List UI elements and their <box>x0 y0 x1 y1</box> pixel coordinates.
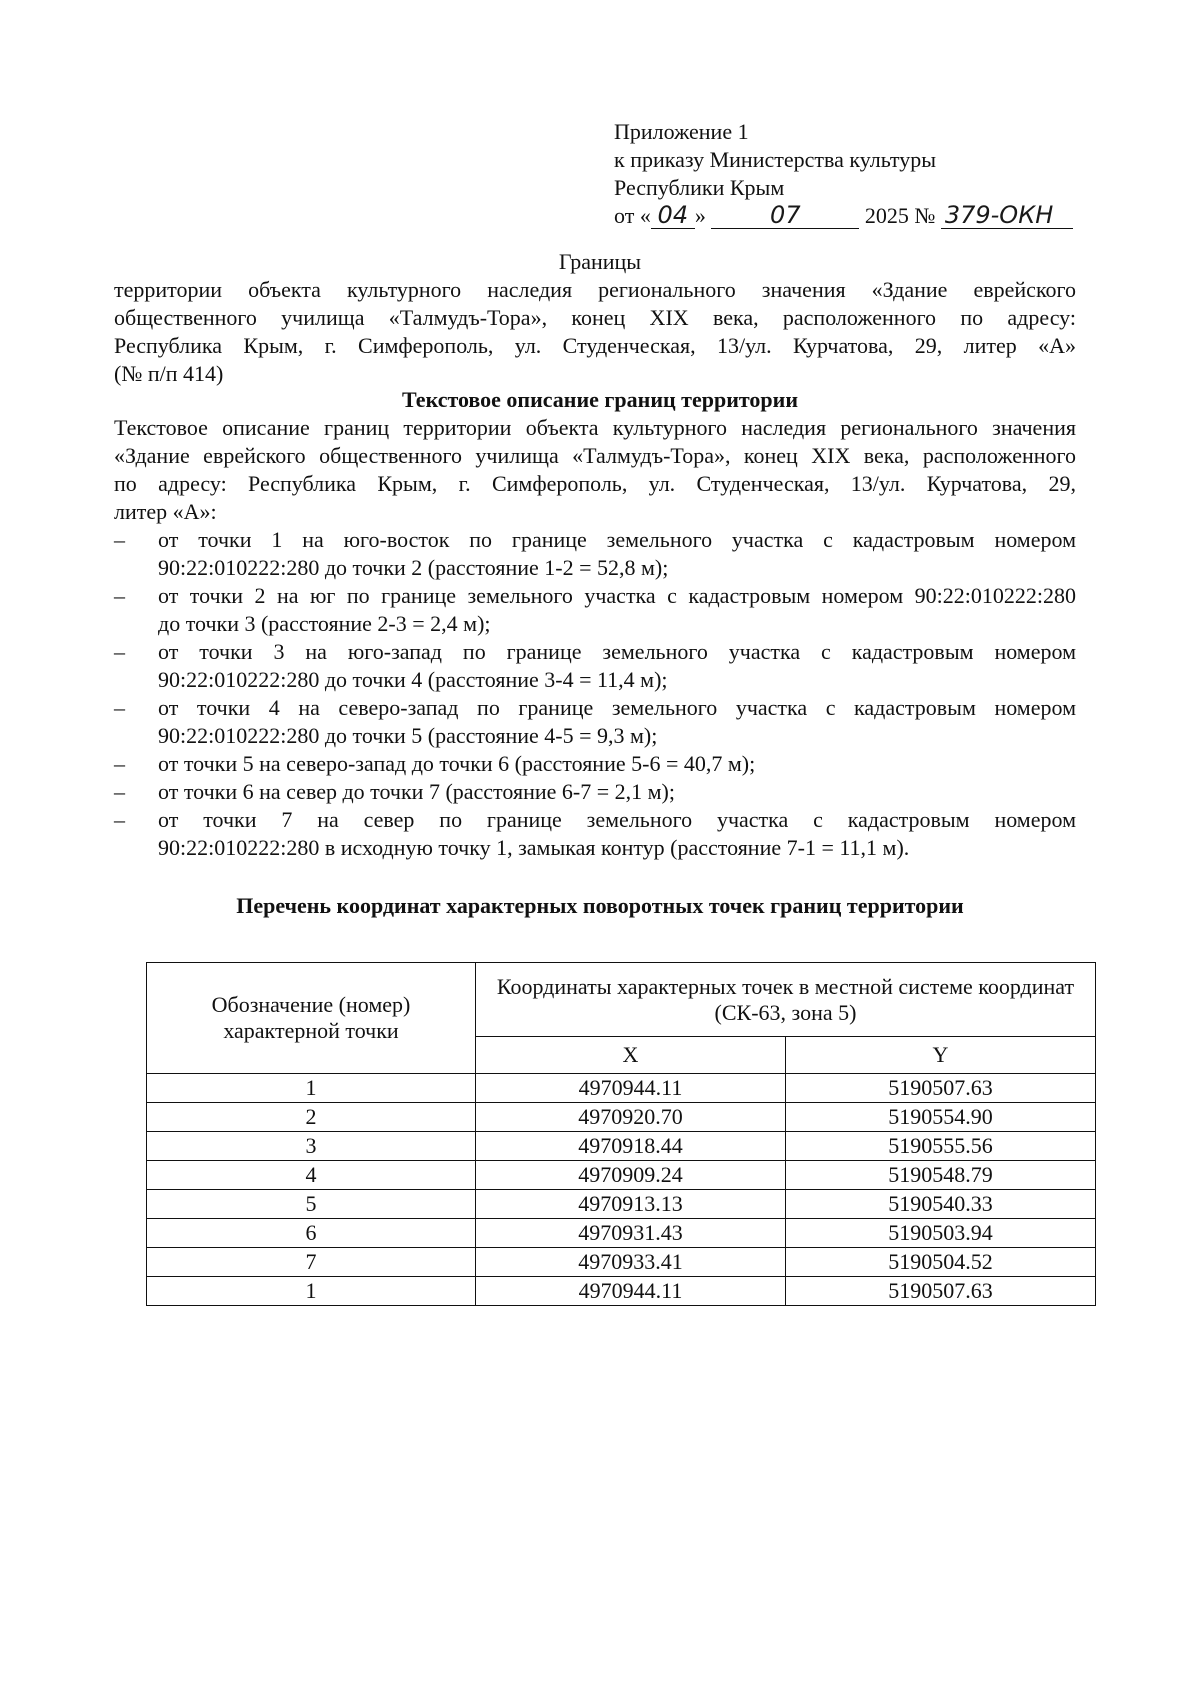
cell-x: 4970933.41 <box>476 1248 786 1277</box>
list-item-line: 90:22:010222:280 до точки 2 (расстояние 1-2 = 52,8 м); <box>158 555 669 580</box>
table-row <box>147 1277 1096 1306</box>
attachment-order-ref: к приказу Министерства культуры <box>614 147 937 172</box>
boundary-segments-list <box>114 526 1076 862</box>
list-item-line: от точки 5 на северо-запад до точки 6 (расстояние 5-6 = 40,7 м); <box>158 751 756 776</box>
section-heading-description: Текстовое описание границ территории <box>401 387 799 412</box>
cell-y: 5190540.33 <box>785 1190 1095 1219</box>
list-item <box>114 582 1076 638</box>
cell-point: 1 <box>147 1074 476 1103</box>
list-item-line: от точки 4 на северо-запад по границе земельного участка с кадастровым номером <box>158 695 1076 720</box>
cell-point: 5 <box>147 1190 476 1219</box>
section-heading-coordinates: Перечень координат характерных поворотных точек границ территории <box>236 893 964 918</box>
intro-line: «Здание еврейского общественного училища «Талмудъ-Тора», конец XIX века, расположенного <box>114 443 1076 468</box>
list-item <box>114 778 1076 806</box>
attachment-header <box>614 118 1114 230</box>
cell-point: 4 <box>147 1161 476 1190</box>
table-row <box>147 1103 1096 1132</box>
attachment-number: Приложение 1 <box>614 119 749 144</box>
attachment-republic: Республики Крым <box>614 175 785 200</box>
date-year: 2025 № <box>864 203 936 228</box>
cell-x: 4970931.43 <box>476 1219 786 1248</box>
cell-y: 5190555.56 <box>785 1132 1095 1161</box>
dash-marker: – <box>114 639 125 664</box>
column-header-coordinates: Координаты характерных точек в местной системе координат (СК-63, зона 5) <box>476 963 1096 1037</box>
date-day-handwritten: 04 <box>651 202 695 229</box>
intro-line: по адресу: Республика Крым, г. Симферополь, ул. Студенческая, 13/ул. Курчатова, 29, <box>114 471 1076 496</box>
date-prefix: от « <box>614 203 651 228</box>
cell-point: 2 <box>147 1103 476 1132</box>
dash-marker: – <box>114 751 125 776</box>
title-line: территории объекта культурного наследия регионального значения «Здание еврейского <box>114 277 1076 302</box>
column-header-point: Обозначение (номер) характерной точки <box>147 963 476 1074</box>
list-item <box>114 638 1076 694</box>
list-item-line: от точки 3 на юго-запад по границе земельного участка с кадастровым номером <box>158 639 1076 664</box>
cell-point: 1 <box>147 1277 476 1306</box>
list-item-line: от точки 2 на юг по границе земельного участка с кадастровым номером 90:22:010222:280 <box>158 583 1076 608</box>
cell-y: 5190504.52 <box>785 1248 1095 1277</box>
cell-y: 5190507.63 <box>785 1074 1095 1103</box>
cell-x: 4970909.24 <box>476 1161 786 1190</box>
list-item-line: 90:22:010222:280 до точки 4 (расстояние 3-4 = 11,4 м); <box>158 667 668 692</box>
date-month-handwritten: 07 <box>711 202 859 229</box>
cell-y: 5190548.79 <box>785 1161 1095 1190</box>
order-number-handwritten: 379-ОКН <box>941 202 1073 229</box>
cell-x: 4970944.11 <box>476 1277 786 1306</box>
table-row <box>147 1219 1096 1248</box>
title-text <box>114 276 1076 388</box>
cell-x: 4970918.44 <box>476 1132 786 1161</box>
list-item <box>114 526 1076 582</box>
list-item-line: 90:22:010222:280 в исходную точку 1, замыкая контур (расстояние 7-1 = 11,1 м). <box>158 835 910 860</box>
order-date-line <box>614 202 1114 230</box>
table-row <box>147 1132 1096 1161</box>
cell-y: 5190554.90 <box>785 1103 1095 1132</box>
title-line: (№ п/п 414) <box>114 361 224 386</box>
table-row <box>147 1190 1096 1219</box>
cell-point: 7 <box>147 1248 476 1277</box>
dash-marker: – <box>114 583 125 608</box>
column-header-x: X <box>476 1037 786 1074</box>
coordinates-table <box>146 962 1096 1306</box>
column-header-y: Y <box>785 1037 1095 1074</box>
intro-line: Текстовое описание границ территории объекта культурного наследия регионального значения <box>114 415 1076 440</box>
dash-marker: – <box>114 807 125 832</box>
list-item-line: от точки 1 на юго-восток по границе земельного участка с кадастровым номером <box>158 527 1076 552</box>
table-row <box>147 1248 1096 1277</box>
table-row <box>147 1074 1096 1103</box>
cell-point: 3 <box>147 1132 476 1161</box>
list-item <box>114 750 1076 778</box>
table-row <box>147 1161 1096 1190</box>
list-item-line: от точки 6 на север до точки 7 (расстояние 6-7 = 2,1 м); <box>158 779 675 804</box>
dash-marker: – <box>114 527 125 552</box>
cell-y: 5190507.63 <box>785 1277 1095 1306</box>
list-item <box>114 806 1076 862</box>
cell-y: 5190503.94 <box>785 1219 1095 1248</box>
list-item-line: 90:22:010222:280 до точки 5 (расстояние 4-5 = 9,3 м); <box>158 723 658 748</box>
cell-x: 4970944.11 <box>476 1074 786 1103</box>
cell-x: 4970920.70 <box>476 1103 786 1132</box>
title-line: общественного училища «Талмудъ-Тора», конец XIX века, расположенного по адресу: <box>114 305 1076 330</box>
cell-point: 6 <box>147 1219 476 1248</box>
dash-marker: – <box>114 695 125 720</box>
intro-line: литер «А»: <box>114 499 217 524</box>
cell-x: 4970913.13 <box>476 1190 786 1219</box>
list-item-line: до точки 3 (расстояние 2-3 = 2,4 м); <box>158 611 491 636</box>
description-intro <box>114 414 1076 526</box>
date-mid: » <box>694 203 706 228</box>
list-item-line: от точки 7 на север по границе земельного участка с кадастровым номером <box>158 807 1076 832</box>
title-line: Республика Крым, г. Симферополь, ул. Студенческая, 13/ул. Курчатова, 29, литер «А» <box>114 333 1076 358</box>
list-item <box>114 694 1076 750</box>
title-word: Границы <box>558 249 642 274</box>
dash-marker: – <box>114 779 125 804</box>
